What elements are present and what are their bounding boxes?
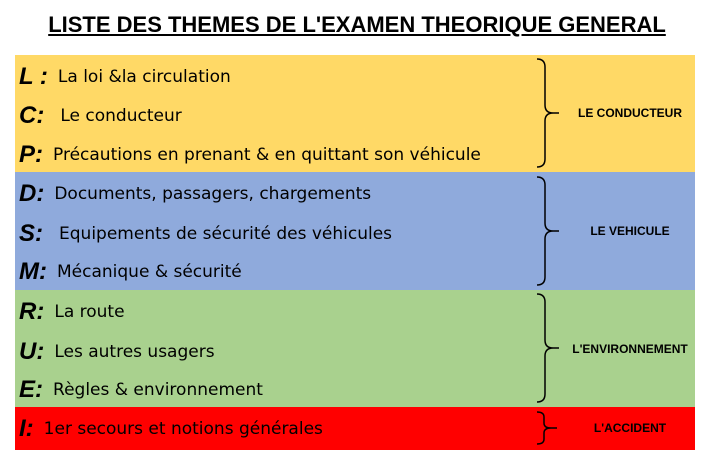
theme-text: Equipements de sécurité des véhicules xyxy=(59,224,393,244)
list-item xyxy=(19,97,182,135)
theme-text: La loi &la circulation xyxy=(57,67,231,87)
theme-letter: I: xyxy=(19,415,34,442)
theme-text: Mécanique & sécurité xyxy=(57,262,242,282)
list-item xyxy=(19,175,371,213)
list-item xyxy=(19,253,242,291)
group-conducteur xyxy=(15,55,695,172)
list-item xyxy=(19,58,231,96)
list-item xyxy=(19,333,215,371)
theme-text: Règles & environnement xyxy=(53,380,263,400)
theme-text: Documents, passagers, chargements xyxy=(54,184,372,204)
theme-letter: E: xyxy=(19,376,44,403)
group-label: LE CONDUCTEUR xyxy=(578,106,682,120)
theme-text: Les autres usagers xyxy=(54,342,215,362)
list-item xyxy=(19,136,481,174)
theme-text: Précautions en prenant & en quittant son véhicule xyxy=(53,145,481,165)
theme-text: La route xyxy=(54,302,125,322)
theme-letter: L : xyxy=(19,63,48,90)
group-environnement xyxy=(15,290,695,407)
theme-letter: U: xyxy=(19,338,45,365)
group-label: L'ENVIRONNEMENT xyxy=(572,342,688,356)
page-title: LISTE DES THEMES DE L'EXAMEN THEORIQUE GENERAL xyxy=(48,12,666,37)
list-item xyxy=(19,410,323,448)
group-vehicule xyxy=(15,172,695,290)
theme-text: Le conducteur xyxy=(60,106,182,126)
list-item xyxy=(19,371,263,409)
theme-letter: R: xyxy=(19,298,45,325)
group-label: L'ACCIDENT xyxy=(593,421,667,435)
list-item xyxy=(19,215,392,253)
group-accident xyxy=(15,407,695,450)
theme-letter: C: xyxy=(19,102,45,129)
theme-letter: S: xyxy=(19,220,44,247)
theme-letter: M: xyxy=(19,258,47,285)
theme-text: 1er secours et notions générales xyxy=(43,419,323,439)
theme-letter: P: xyxy=(19,141,44,168)
theme-letter: D: xyxy=(19,180,45,207)
list-item xyxy=(19,293,125,331)
group-label: LE VEHICULE xyxy=(590,224,670,238)
